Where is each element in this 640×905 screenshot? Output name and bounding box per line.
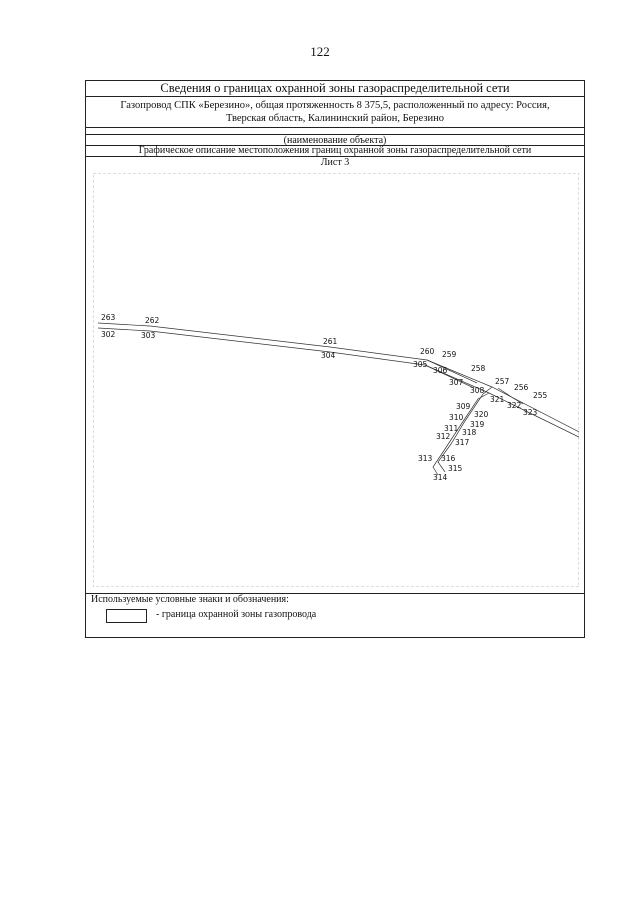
point-label: 317 <box>455 438 470 447</box>
point-label: 315 <box>448 464 463 473</box>
point-label: 305 <box>413 360 428 369</box>
point-label: 313 <box>418 454 433 463</box>
point-label: 303 <box>141 331 156 340</box>
blank-row <box>86 128 584 135</box>
legend-title: Используемые условные знаки и обозначения: <box>91 594 289 605</box>
point-label: 310 <box>449 413 464 422</box>
graphic-description-title: Графическое описание местоположения границ охранной зоны газораспределительной сети <box>86 146 584 157</box>
point-label: 318 <box>462 428 477 437</box>
point-label: 323 <box>523 408 538 417</box>
point-label: 322 <box>507 401 522 410</box>
point-label: 257 <box>495 377 510 386</box>
point-label: 320 <box>474 410 489 419</box>
document-title: Сведения о границах охранной зоны газораспределительной сети <box>86 81 584 97</box>
point-label: 306 <box>433 366 448 375</box>
point-label: 258 <box>471 364 486 373</box>
object-caption: (наименование объекта) <box>86 135 584 146</box>
point-label: 263 <box>101 313 116 322</box>
point-label: 312 <box>436 432 451 441</box>
point-label: 314 <box>433 473 448 482</box>
point-label: 261 <box>323 337 338 346</box>
point-label: 302 <box>101 330 116 339</box>
object-name-line-2: Тверская область, Калининский район, Березино <box>226 113 444 124</box>
point-label: 319 <box>470 420 485 429</box>
point-label: 259 <box>442 350 457 359</box>
legend-item-text: - граница охранной зоны газопровода <box>156 609 317 620</box>
point-label: 304 <box>321 351 336 360</box>
point-label: 262 <box>145 316 160 325</box>
point-label: 307 <box>449 378 464 387</box>
point-label: 309 <box>456 402 471 411</box>
point-label: 256 <box>514 383 529 392</box>
point-label: 255 <box>533 391 548 400</box>
point-label: 260 <box>420 347 435 356</box>
point-label: 308 <box>470 386 485 395</box>
document-frame <box>85 80 585 638</box>
point-label: 311 <box>444 424 459 433</box>
legend-symbol-box <box>106 609 147 623</box>
object-name-line-1: Газопровод СПК «Березино», общая протяженность 8 375,5, расположенный по адресу: Россия, <box>120 100 550 111</box>
point-label: 316 <box>441 454 456 463</box>
protection-zone-boundary <box>98 323 579 475</box>
page-number: 122 <box>310 44 330 59</box>
boundary-drawing <box>93 173 579 587</box>
object-name <box>86 97 584 128</box>
sheet-label: Лист 3 <box>320 157 350 168</box>
point-label: 321 <box>490 395 505 404</box>
